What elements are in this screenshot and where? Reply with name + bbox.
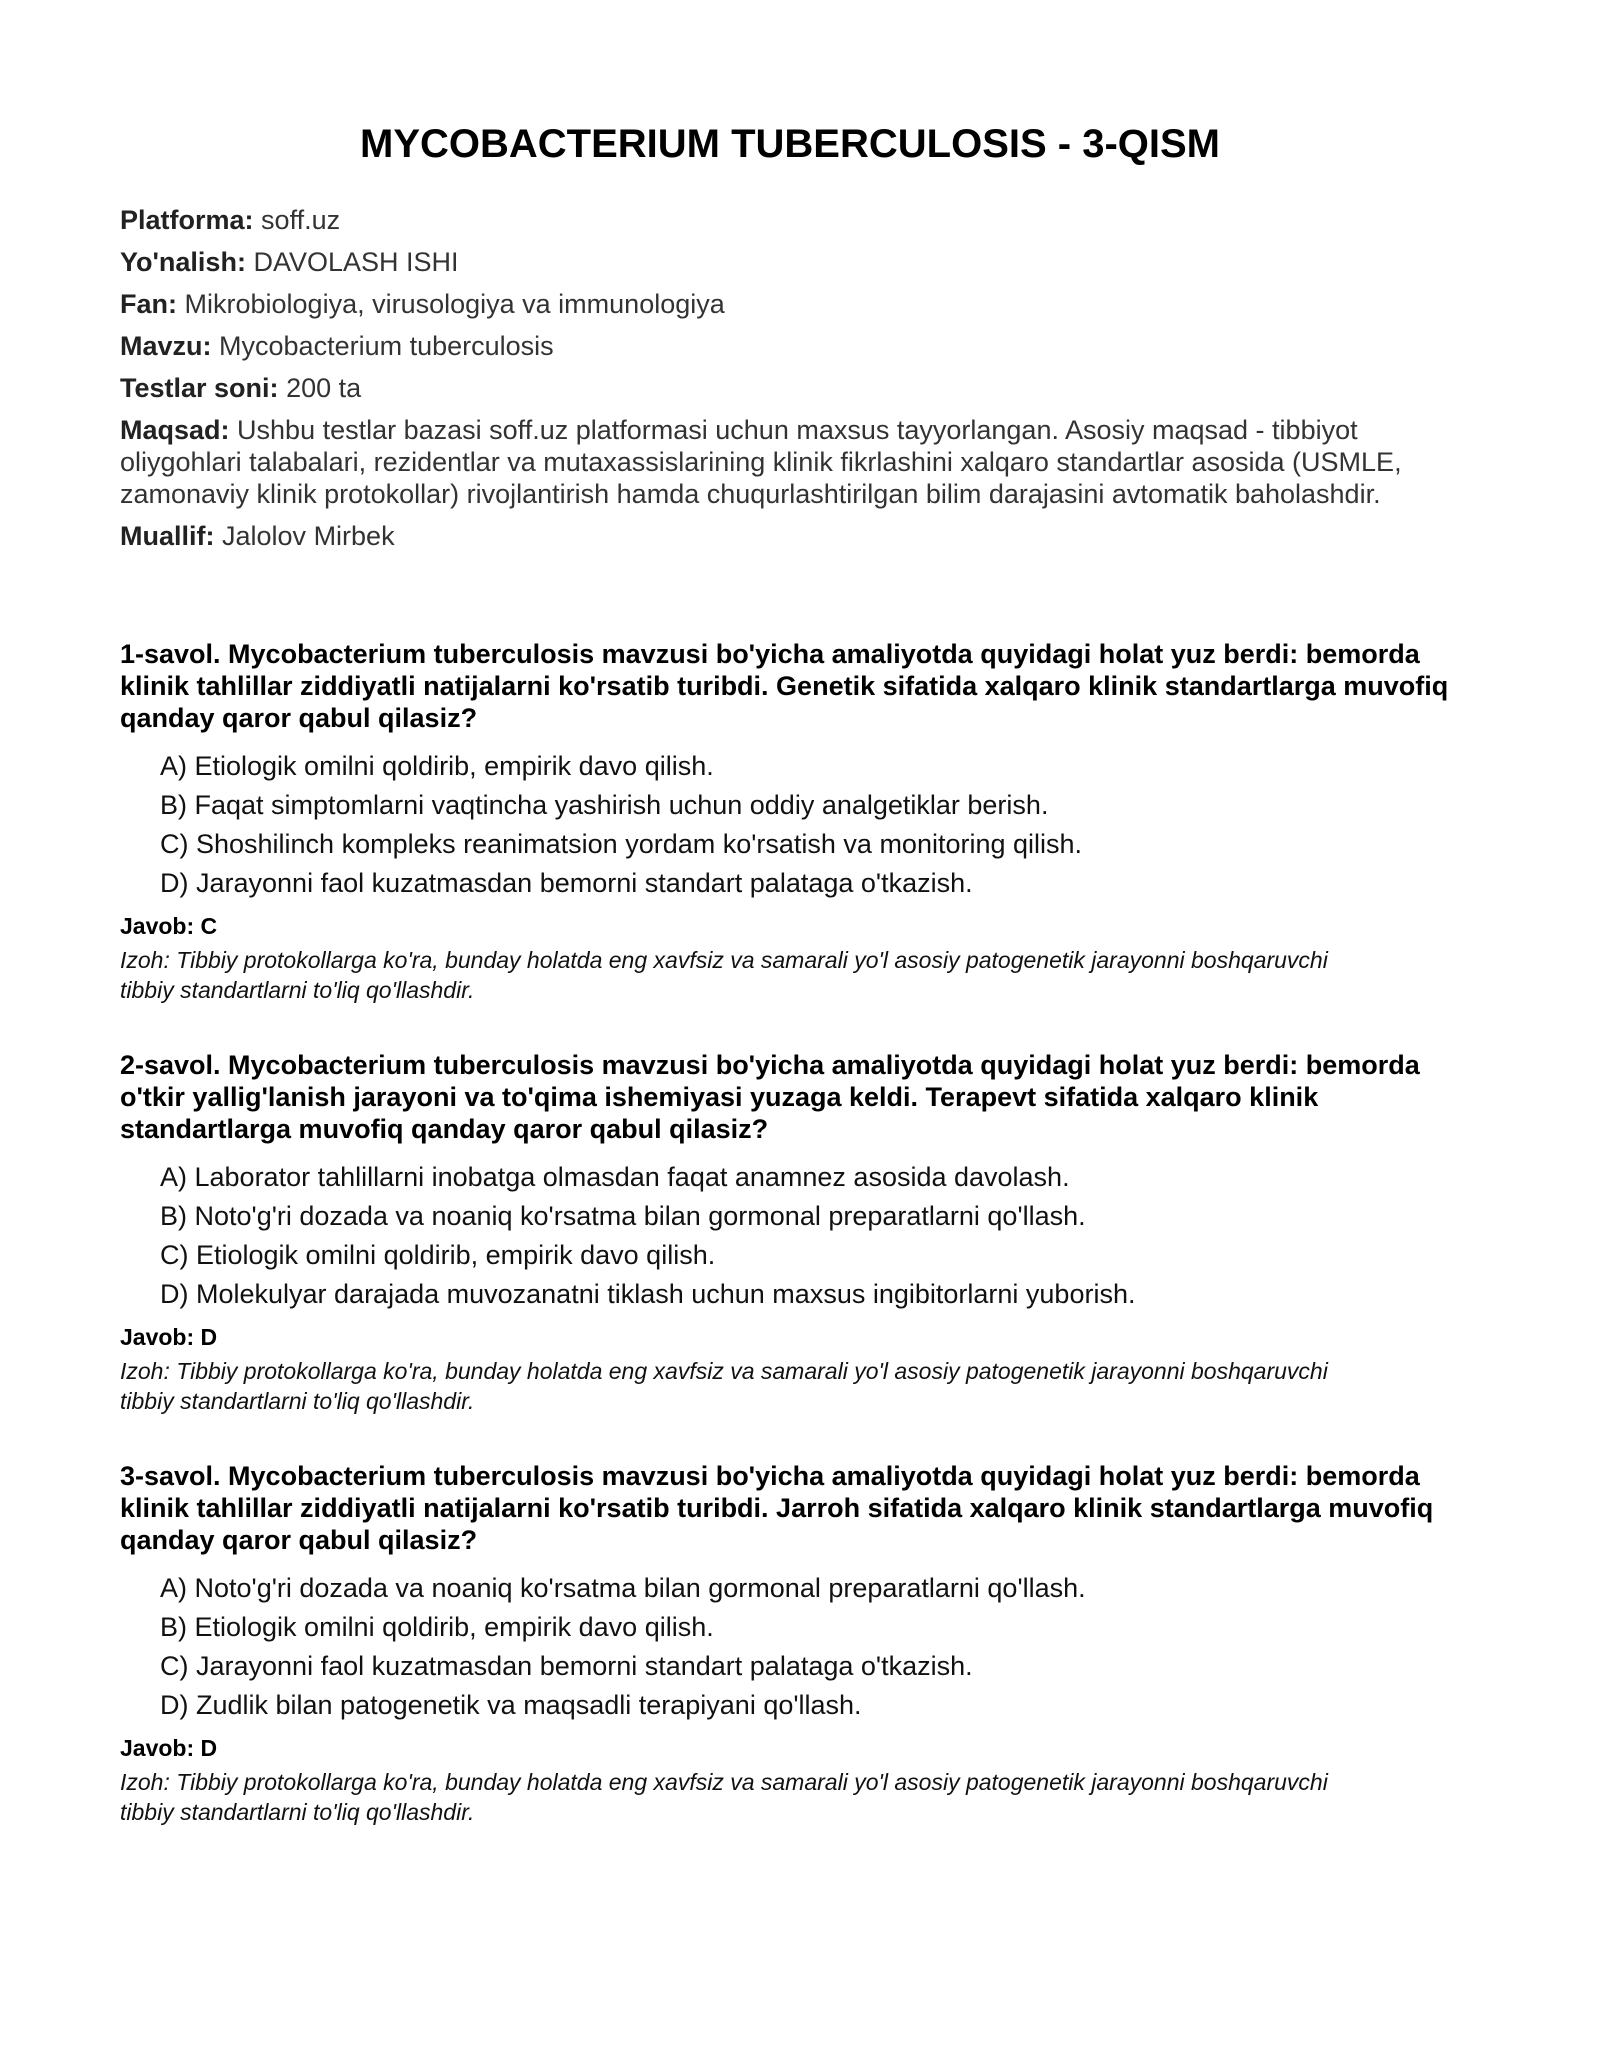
option-a: A) Laborator tahlillarni inobatga olmasdan faqat anamnez asosida davolash.	[160, 1162, 1070, 1192]
answer-label: Javob: C	[120, 913, 218, 939]
option-c: C) Shoshilinch kompleks reanimatsion yordam ko'rsatish va monitoring qilish.	[160, 829, 1083, 859]
option-a: A) Etiologik omilni qoldirib, empirik davo qilish.	[160, 751, 714, 781]
question-item	[120, 1460, 1460, 1827]
meta-subject	[120, 288, 1460, 320]
option-list	[120, 750, 1460, 899]
option-list	[120, 1572, 1460, 1721]
document-page	[120, 120, 1460, 1871]
meta-platform	[120, 204, 1460, 236]
meta-purpose	[120, 414, 1460, 510]
meta-section	[120, 204, 1460, 552]
meta-key: Testlar soni:	[120, 373, 279, 403]
meta-direction	[120, 246, 1460, 278]
meta-value: Ushbu testlar bazasi soff.uz platformasi uchun maxsus tayyorlangan. Asosiy maqsad - tibbiyot oliygohlari talabalari, rezidentlar va mutaxassislarining klinik fikrlashini xalqaro standartlar asosida (USMLE, zamonaviy klinik protokollar) rivojlantirish hamda chuqurlashtirilgan bilim darajasini avtomatik baholashdir.	[120, 415, 1402, 509]
question-item	[120, 638, 1460, 1005]
meta-value: DAVOLASH ISHI	[253, 247, 459, 277]
question-text: 2-savol. Mycobacterium tuberculosis mavzusi bo'yicha amaliyotda quyidagi holat yuz berdi: bemorda o'tkir yallig'lanish jarayoni va to'qima ishemiyasi yuzaga keldi. Terapevt sifatida xalqaro klinik standartlarga muvofiq qanday qaror qabul qilasiz?	[120, 1050, 1420, 1144]
meta-key: Maqsad:	[120, 415, 230, 445]
meta-key: Mavzu:	[120, 331, 212, 361]
meta-value: Mycobacterium tuberculosis	[219, 331, 554, 361]
meta-value: 200 ta	[286, 373, 362, 403]
meta-key: Fan:	[120, 289, 177, 319]
question-list	[120, 638, 1460, 1827]
explanation-text: Izoh: Tibbiy protokollarga ko'ra, bunday holatda eng xavfsiz va samarali yo'l asosiy patogenetik jarayonni boshqaruvchi tibbiy standartlarni to'liq qo'llashdir.	[120, 1358, 1328, 1414]
answer-label: Javob: D	[120, 1735, 218, 1761]
option-b: B) Noto'g'ri dozada va noaniq ko'rsatma bilan gormonal preparatlarni qo'llash.	[160, 1201, 1086, 1231]
explanation-text: Izoh: Tibbiy protokollarga ko'ra, bunday holatda eng xavfsiz va samarali yo'l asosiy patogenetik jarayonni boshqaruvchi tibbiy standartlarni to'liq qo'llashdir.	[120, 1769, 1328, 1825]
answer-label: Javob: D	[120, 1324, 218, 1350]
explanation-text: Izoh: Tibbiy protokollarga ko'ra, bunday holatda eng xavfsiz va samarali yo'l asosiy patogenetik jarayonni boshqaruvchi tibbiy standartlarni to'liq qo'llashdir.	[120, 947, 1328, 1003]
meta-test-count	[120, 372, 1460, 404]
meta-topic	[120, 330, 1460, 362]
option-d: D) Zudlik bilan patogenetik va maqsadli terapiyani qo'llash.	[160, 1690, 862, 1720]
meta-author	[120, 520, 1460, 552]
meta-value: Jalolov Mirbek	[222, 521, 395, 551]
meta-key: Platforma:	[120, 205, 254, 235]
meta-value: soff.uz	[261, 205, 341, 235]
question-text: 3-savol. Mycobacterium tuberculosis mavzusi bo'yicha amaliyotda quyidagi holat yuz berdi: bemorda klinik tahlillar ziddiyatli natijalarni ko'rsatib turibdi. Jarroh sifatida xalqaro klinik standartlarga muvofiq qanday qaror qabul qilasiz?	[120, 1461, 1434, 1555]
option-c: C) Jarayonni faol kuzatmasdan bemorni standart palataga o'tkazish.	[160, 1651, 973, 1681]
option-a: A) Noto'g'ri dozada va noaniq ko'rsatma bilan gormonal preparatlarni qo'llash.	[160, 1573, 1086, 1603]
option-b: B) Faqat simptomlarni vaqtincha yashirish uchun oddiy analgetiklar berish.	[160, 790, 1049, 820]
document-title: MYCOBACTERIUM TUBERCULOSIS - 3-QISM	[360, 122, 1220, 166]
question-text: 1-savol. Mycobacterium tuberculosis mavzusi bo'yicha amaliyotda quyidagi holat yuz berdi: bemorda klinik tahlillar ziddiyatli natijalarni ko'rsatib turibdi. Genetik sifatida xalqaro klinik standartlarga muvofiq qanday qaror qabul qilasiz?	[120, 639, 1449, 733]
meta-value: Mikrobiologiya, virusologiya va immunologiya	[184, 289, 725, 319]
option-c: C) Etiologik omilni qoldirib, empirik davo qilish.	[160, 1240, 716, 1270]
option-list	[120, 1161, 1460, 1310]
option-d: D) Molekulyar darajada muvozanatni tiklash uchun maxsus ingibitorlarni yuborish.	[160, 1279, 1136, 1309]
option-b: B) Etiologik omilni qoldirib, empirik davo qilish.	[160, 1612, 714, 1642]
meta-key: Yo'nalish:	[120, 247, 246, 277]
option-d: D) Jarayonni faol kuzatmasdan bemorni standart palataga o'tkazish.	[160, 868, 973, 898]
question-item	[120, 1049, 1460, 1416]
meta-key: Muallif:	[120, 521, 215, 551]
